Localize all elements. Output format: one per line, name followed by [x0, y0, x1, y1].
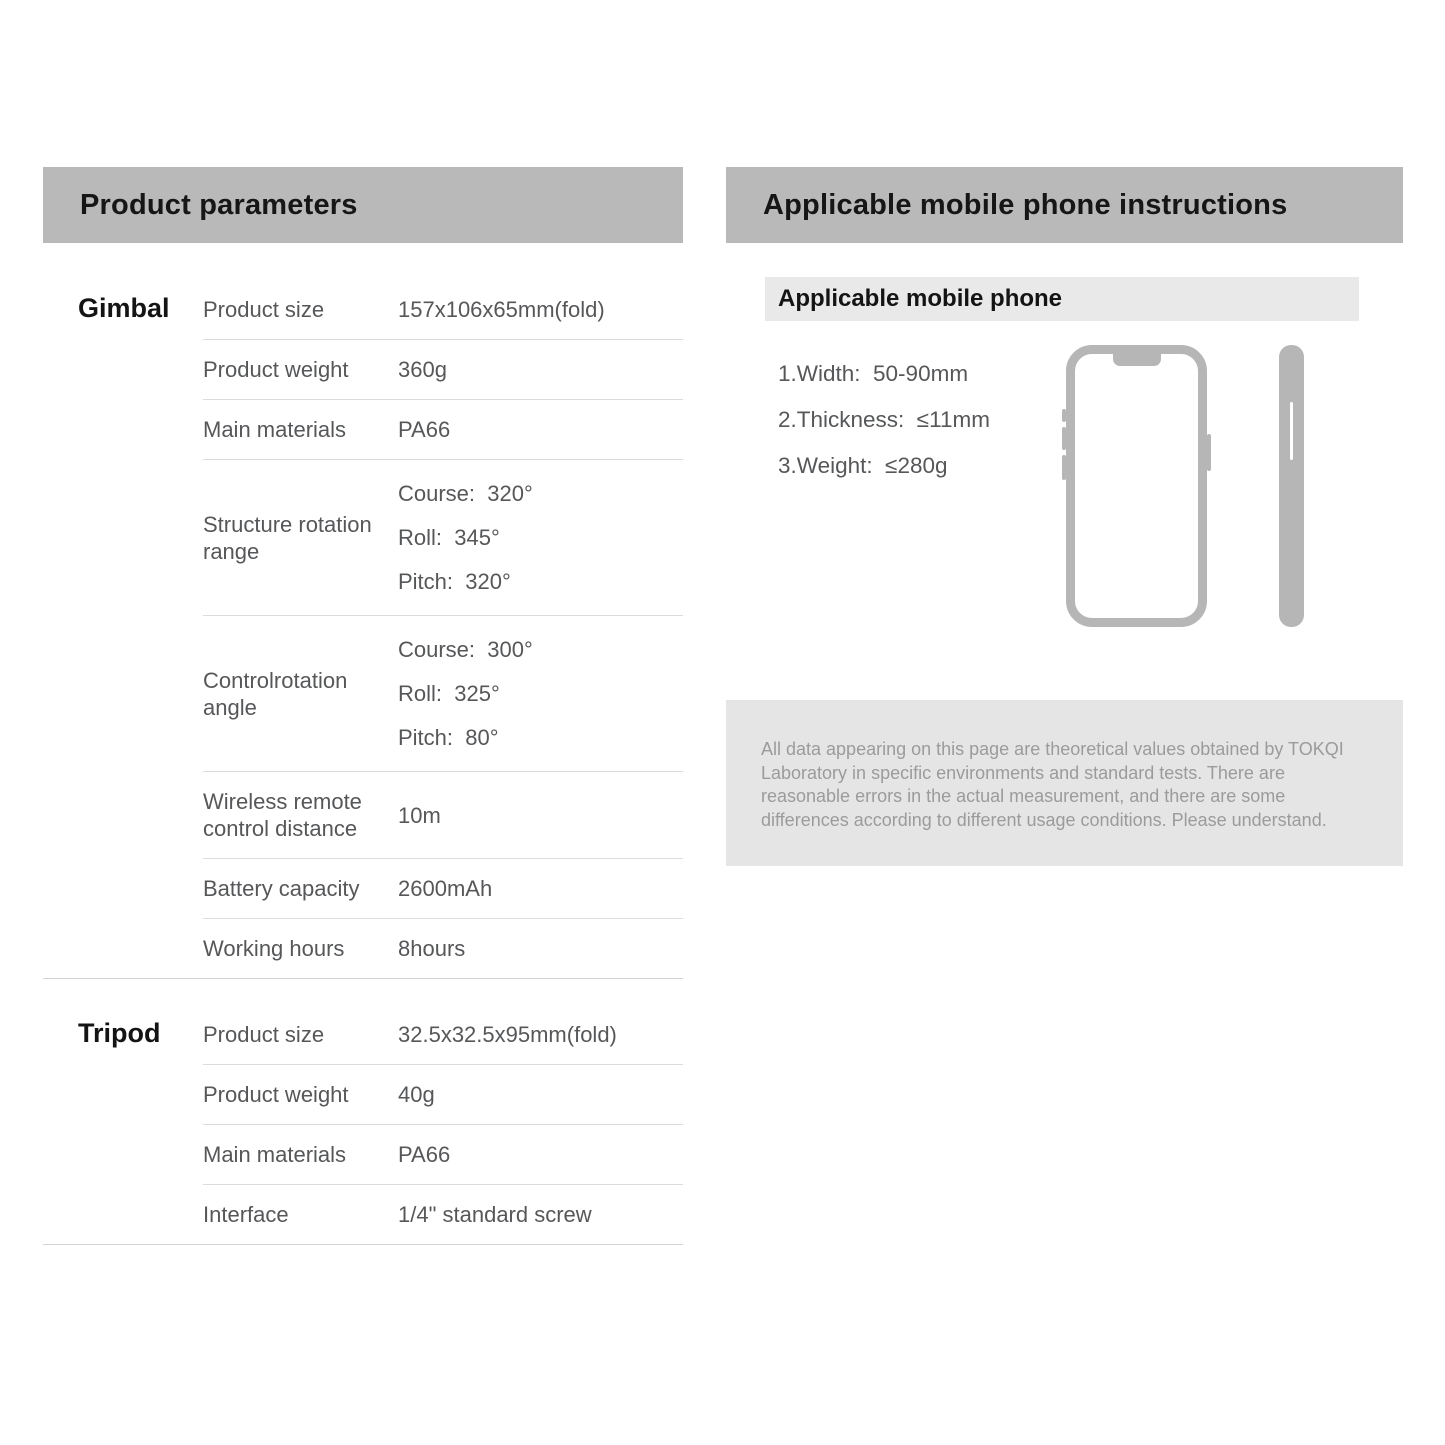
section-name-tripod: Tripod [78, 1018, 161, 1048]
spec-value [398, 480, 533, 595]
spec-value: 40g [398, 1082, 435, 1107]
spec-value: 360g [398, 357, 447, 382]
spec-label: Controlrotation angle [203, 667, 348, 720]
spec-value-line: Course: 320° [398, 481, 533, 506]
spec-label: Battery capacity [203, 876, 360, 901]
spec-label: Product weight [203, 1082, 349, 1107]
spec-row [203, 772, 683, 859]
spec-value-line: Course: 300° [398, 637, 533, 662]
spec-label: Product size [203, 297, 325, 322]
spec-value: 1/4" standard screw [398, 1202, 592, 1227]
spec-row [203, 616, 683, 772]
requirement-width: 1.Width: 50-90mm [778, 361, 969, 386]
subheader-bar [765, 277, 1359, 321]
spec-value: PA66 [398, 417, 451, 442]
spec-value-line: Roll: 325° [398, 681, 500, 706]
spec-value-line: Pitch: 80° [398, 725, 499, 750]
phone-notch [1113, 352, 1161, 366]
right-header-title: Applicable mobile phone instructions [763, 188, 1288, 221]
spec-label: Main materials [203, 417, 347, 442]
spec-row [203, 280, 683, 340]
phone-mute-switch [1062, 409, 1066, 422]
spec-row [203, 919, 683, 978]
product-parameters-panel [43, 167, 683, 1245]
disclaimer-text: All data appearing on this page are theoretical values obtained by TOKQI Laboratory in specific environments and standard tests. There are reasonable errors in the actual measurement, and there are some differences according to different usage conditions. Please understand. [761, 739, 1344, 830]
spec-row [203, 1185, 683, 1244]
spec-value: 157x106x65mm(fold) [398, 297, 605, 322]
section-name-gimbal: Gimbal [78, 293, 170, 323]
spec-label: Product weight [203, 357, 349, 382]
spec-row [203, 1125, 683, 1185]
phone-volume-up-button [1062, 427, 1066, 450]
phone-power-button [1207, 434, 1211, 471]
requirement-thickness: 2.Thickness: ≤11mm [778, 407, 990, 432]
spec-label: Wireless remote control distance [203, 789, 362, 841]
spec-label: Structure rotation range [203, 511, 372, 564]
disclaimer-box [726, 700, 1403, 866]
spec-section-gimbal [43, 280, 683, 979]
spec-row [203, 1005, 683, 1065]
subheader-title: Applicable mobile phone [778, 285, 1063, 312]
spec-table [43, 280, 683, 1245]
phone-requirements-list [778, 361, 990, 499]
spec-value: 32.5x32.5x95mm(fold) [398, 1022, 617, 1047]
spec-value-line: Pitch: 320° [398, 569, 511, 594]
phone-compatibility-zone [726, 345, 1403, 645]
spec-value: 2600mAh [398, 876, 493, 901]
spec-value-line: Roll: 345° [398, 525, 500, 550]
spec-row [203, 859, 683, 919]
left-header-bar [43, 167, 683, 243]
spec-label: Interface [203, 1202, 289, 1227]
spec-value: 8hours [398, 936, 466, 961]
spec-row [203, 400, 683, 460]
spec-value: PA66 [398, 1142, 451, 1167]
phone-side-illustration [1279, 345, 1304, 627]
spec-value [398, 636, 533, 751]
phone-front-illustration [1066, 345, 1207, 627]
spec-section-tripod [43, 979, 683, 1245]
phone-side-highlight [1290, 402, 1293, 460]
spec-label: Main materials [203, 1142, 347, 1167]
right-header-bar [726, 167, 1403, 243]
phone-instructions-panel [726, 167, 1403, 866]
spec-label: Product size [203, 1022, 325, 1047]
spec-label: Working hours [203, 936, 345, 961]
requirement-weight: 3.Weight: ≤280g [778, 453, 948, 478]
left-header-title: Product parameters [80, 188, 358, 221]
spec-row [203, 1065, 683, 1125]
spec-value: 10m [398, 802, 441, 828]
spec-row [203, 460, 683, 616]
phone-volume-down-button [1062, 455, 1066, 480]
spec-row [203, 340, 683, 400]
